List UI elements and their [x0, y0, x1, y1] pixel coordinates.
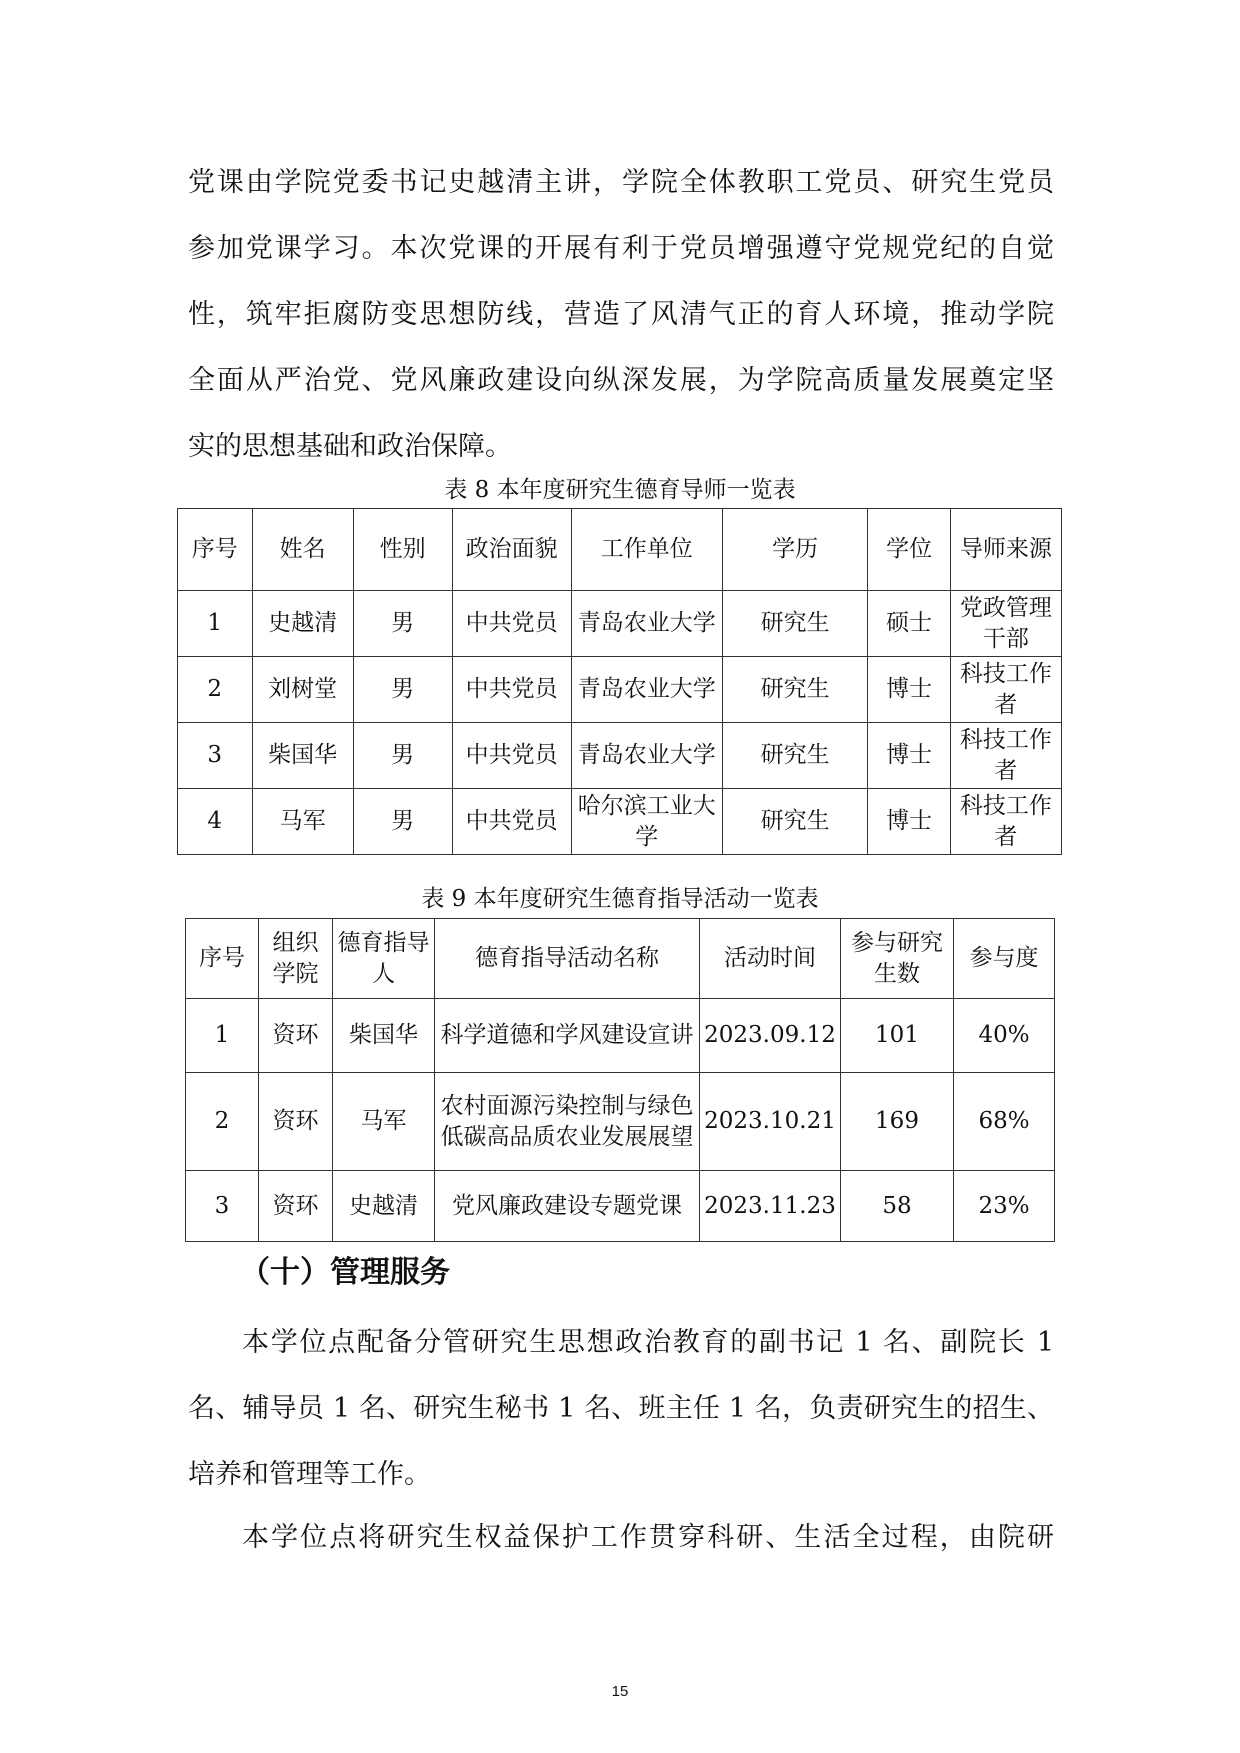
header-cell: 活动时间	[700, 919, 841, 999]
cell: 博士	[868, 789, 950, 855]
header-cell: 参与度	[954, 919, 1055, 999]
cell: 中共党员	[452, 591, 571, 657]
cell: 101	[841, 999, 954, 1073]
table-row	[178, 657, 1062, 723]
cell: 研究生	[722, 591, 868, 657]
page-number: 15	[611, 1683, 629, 1700]
cell: 科技工作者	[950, 723, 1061, 789]
cell: 研究生	[722, 657, 868, 723]
cell: 1	[186, 999, 259, 1073]
text-line: 党课由学院党委书记史越清主讲，学院全体教职工党员、研究生党员	[188, 167, 1054, 198]
cell: 2	[178, 657, 253, 723]
body-paragraph-rights-protection	[188, 1505, 1054, 1571]
cell: 4	[178, 789, 253, 855]
cell: 男	[353, 657, 452, 723]
cell: 资环	[259, 999, 333, 1073]
cell: 党风廉政建设专题党课	[435, 1171, 700, 1242]
cell: 男	[353, 591, 452, 657]
table8-caption: 表 8 本年度研究生德育导师一览表	[444, 477, 796, 503]
cell: 马军	[252, 789, 353, 855]
cell: 科学道德和学风建设宣讲	[435, 999, 700, 1073]
cell: 刘树堂	[252, 657, 353, 723]
text-line: 本学位点将研究生权益保护工作贯穿科研、生活全过程，由院研	[242, 1522, 1054, 1553]
table9-moral-guidance-activities	[185, 918, 1055, 1242]
header-cell: 德育指导活动名称	[435, 919, 700, 999]
header-cell: 姓名	[252, 509, 353, 591]
text-line: 性，筑牢拒腐防变思想防线，营造了风清气正的育人环境，推动学院	[188, 299, 1054, 330]
table8-moral-education-mentors	[177, 508, 1062, 855]
cell: 1	[178, 591, 253, 657]
cell: 中共党员	[452, 789, 571, 855]
cell: 58	[841, 1171, 954, 1242]
header-cell: 序号	[186, 919, 259, 999]
cell: 40%	[954, 999, 1055, 1073]
cell: 青岛农业大学	[571, 657, 722, 723]
header-cell: 导师来源	[950, 509, 1061, 591]
cell: 硕士	[868, 591, 950, 657]
header-cell: 学历	[722, 509, 868, 591]
cell: 党政管理干部	[950, 591, 1061, 657]
header-cell: 学位	[868, 509, 950, 591]
table-row	[178, 723, 1062, 789]
cell: 2	[186, 1073, 259, 1171]
header-cell: 参与研究生数	[841, 919, 954, 999]
body-paragraph-staffing	[188, 1310, 1054, 1508]
header-cell: 性别	[353, 509, 452, 591]
cell: 柴国华	[333, 999, 435, 1073]
header-cell: 政治面貌	[452, 509, 571, 591]
table-header-row	[186, 919, 1055, 999]
cell: 169	[841, 1073, 954, 1171]
table-row	[178, 591, 1062, 657]
text-line: 培养和管理等工作。	[188, 1459, 431, 1490]
cell: 资环	[259, 1171, 333, 1242]
text-line: 名、辅导员 1 名、研究生秘书 1 名、班主任 1 名，负责研究生的招生、	[188, 1393, 1054, 1424]
cell: 23%	[954, 1171, 1055, 1242]
cell: 2023.10.21	[700, 1073, 841, 1171]
cell: 哈尔滨工业大学	[571, 789, 722, 855]
cell: 科技工作者	[950, 789, 1061, 855]
cell: 柴国华	[252, 723, 353, 789]
cell: 3	[186, 1171, 259, 1242]
cell: 研究生	[722, 789, 868, 855]
cell: 科技工作者	[950, 657, 1061, 723]
cell: 农村面源污染控制与绿色低碳高品质农业发展展望	[435, 1073, 700, 1171]
cell: 3	[178, 723, 253, 789]
header-cell: 德育指导人	[333, 919, 435, 999]
section-heading-management-service: （十）管理服务	[240, 1255, 450, 1290]
table9-caption: 表 9 本年度研究生德育指导活动一览表	[421, 886, 819, 912]
cell: 研究生	[722, 723, 868, 789]
header-cell: 工作单位	[571, 509, 722, 591]
table-row	[186, 999, 1055, 1073]
table-row	[186, 1073, 1055, 1171]
cell: 青岛农业大学	[571, 591, 722, 657]
header-cell: 组织学院	[259, 919, 333, 999]
table-header-row	[178, 509, 1062, 591]
cell: 博士	[868, 657, 950, 723]
header-cell: 序号	[178, 509, 253, 591]
cell: 博士	[868, 723, 950, 789]
text-line: 实的思想基础和政治保障。	[188, 431, 512, 462]
cell: 史越清	[252, 591, 353, 657]
cell: 男	[353, 723, 452, 789]
cell: 中共党员	[452, 723, 571, 789]
cell: 资环	[259, 1073, 333, 1171]
cell: 68%	[954, 1073, 1055, 1171]
table-row	[186, 1171, 1055, 1242]
cell: 中共党员	[452, 657, 571, 723]
table-row	[178, 789, 1062, 855]
text-line: 全面从严治党、党风廉政建设向纵深发展，为学院高质量发展奠定坚	[188, 365, 1054, 396]
cell: 男	[353, 789, 452, 855]
cell: 史越清	[333, 1171, 435, 1242]
cell: 青岛农业大学	[571, 723, 722, 789]
cell: 2023.09.12	[700, 999, 841, 1073]
body-paragraph-party-lecture	[188, 150, 1054, 480]
text-line: 参加党课学习。本次党课的开展有利于党员增强遵守党规党纪的自觉	[188, 233, 1054, 264]
cell: 马军	[333, 1073, 435, 1171]
cell: 2023.11.23	[700, 1171, 841, 1242]
text-line: 本学位点配备分管研究生思想政治教育的副书记 1 名、副院长 1	[242, 1327, 1054, 1358]
